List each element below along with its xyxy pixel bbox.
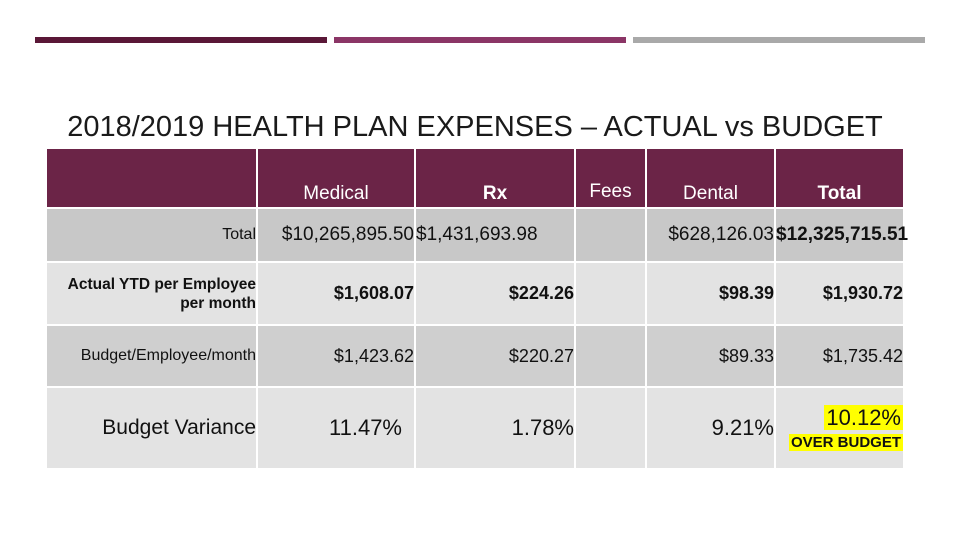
table-row-actual: [47, 263, 905, 326]
header-fees: Fees: [576, 149, 647, 209]
header-medical: Medical: [258, 149, 416, 209]
cell-total: $1,735.42: [776, 326, 905, 388]
cell-total: $1,930.72: [776, 263, 905, 326]
header-dental: Dental: [647, 149, 776, 209]
cell-medical: $1,608.07: [258, 263, 416, 326]
cell-medical: 11.47%: [258, 388, 416, 470]
row-label: Budget Variance: [47, 388, 258, 470]
cell-dental: $98.39: [647, 263, 776, 326]
header-blank: [47, 149, 258, 209]
cell-fees: [576, 326, 647, 388]
cell-total-variance: [776, 388, 905, 470]
variance-total-highlight: 10.12%: [826, 405, 901, 430]
cell-rx: 1.78%: [416, 388, 576, 470]
cell-dental: 9.21%: [647, 388, 776, 470]
cell-fees: [576, 388, 647, 470]
row-label: Budget/Employee/month: [47, 326, 258, 388]
header-total: Total: [776, 149, 905, 209]
slide-title: 2018/2019 HEALTH PLAN EXPENSES – ACTUAL vs BUDGET: [67, 111, 883, 143]
row-label: Actual YTD per Employee per month: [47, 263, 258, 326]
accent-bar-2: [334, 37, 626, 43]
table-row-budget: [47, 326, 905, 388]
cell-medical: $10,265,895.50: [258, 209, 416, 263]
cell-rx: $220.27: [416, 326, 576, 388]
cell-dental: $628,126.03: [647, 209, 776, 263]
cell-dental: $89.33: [647, 326, 776, 388]
header-rx: Rx: [416, 149, 576, 209]
accent-bar-3: [633, 37, 925, 43]
over-budget-note: OVER BUDGET: [790, 434, 901, 451]
cell-rx: $1,431,693.98: [416, 209, 576, 263]
table-row-variance: [47, 388, 905, 470]
cell-total: $12,325,715.51: [776, 209, 905, 263]
header-row: [47, 149, 905, 209]
accent-bar-1: [35, 37, 327, 43]
cell-fees: [576, 263, 647, 326]
cell-rx: $224.26: [416, 263, 576, 326]
row-label: Total: [47, 209, 258, 263]
cell-fees: [576, 209, 647, 263]
expenses-table: [47, 149, 909, 470]
table-row-total: [47, 209, 905, 263]
cell-medical: $1,423.62: [258, 326, 416, 388]
